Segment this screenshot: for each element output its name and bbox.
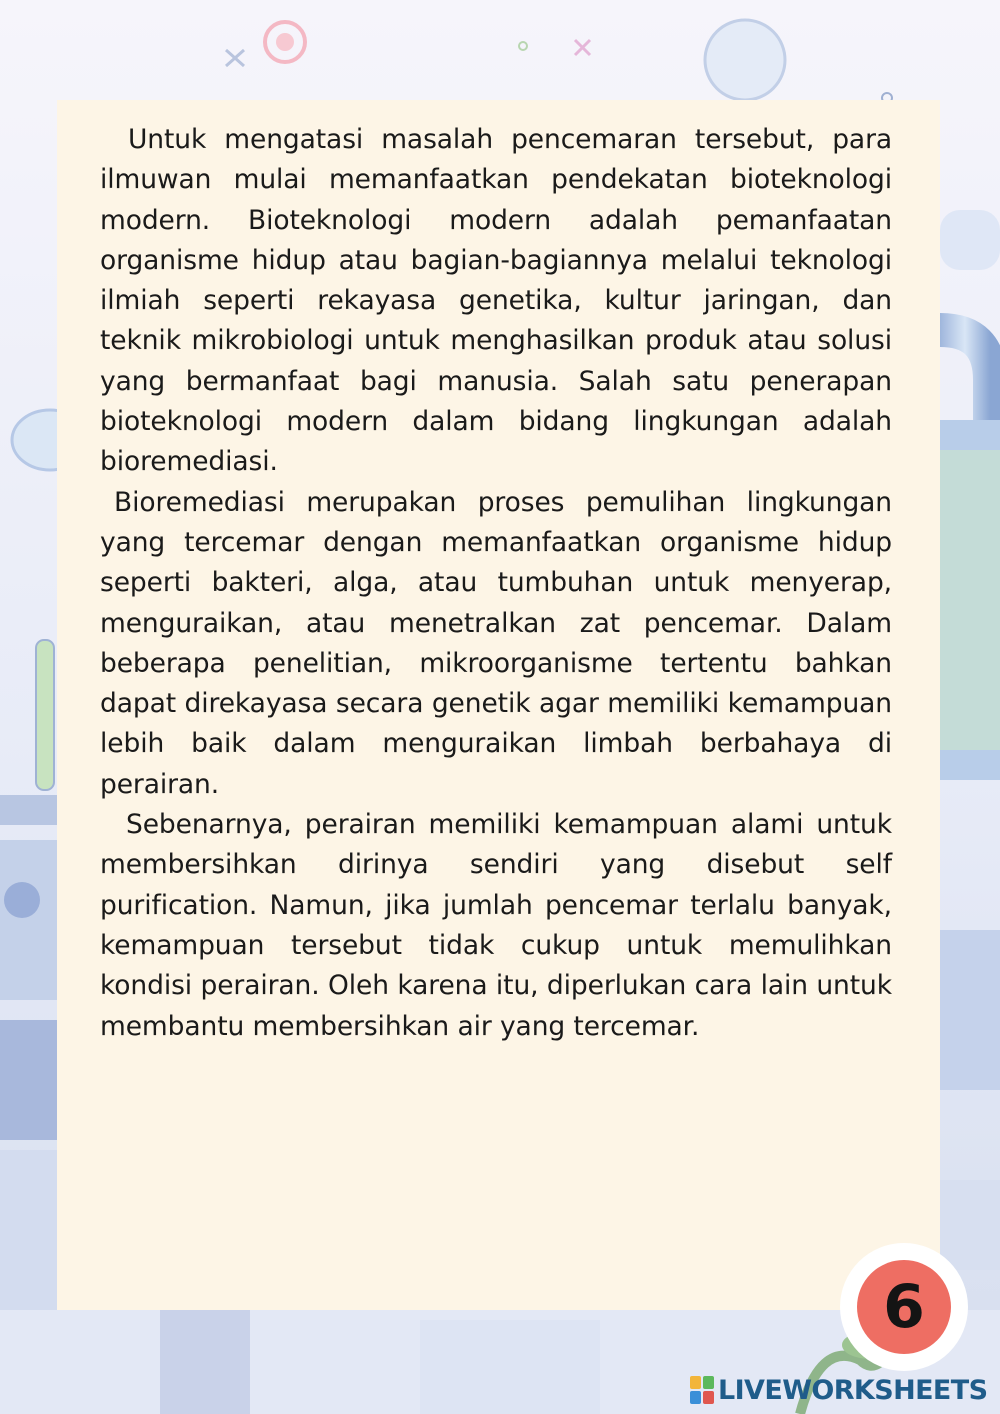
paragraph: Bioremediasi merupakan proses pemulihan lingkungan yang tercemar dengan memanfaatkan organisme hidup seperti bakteri, alga, atau tumbuhan untuk menyerap, menguraikan, atau menetralkan zat pencemar. Dalam beberapa penelitian, mikroorganisme tertentu bahkan dapat direkayasa secara genetik agar memiliki kemampuan lebih baik dalam menguraikan limbah berbahaya di perairan. — [100, 486, 892, 800]
paragraph: Sebenarnya, perairan memiliki kemampuan alami untuk membersihkan dirinya sendiri yang disebut self purification. Namun, jika jumlah pencemar terlalu banyak, kemampuan tersebut tidak cukup untuk memulihkan kondisi perairan. Oleh karena itu, diperlukan cara lain untuk membantu membersihkan air yang tercemar. — [100, 809, 892, 1042]
paragraph: Untuk mengatasi masalah pencemaran tersebut, para ilmuwan mulai memanfaatkan pendekatan bioteknologi modern. Bioteknologi modern adalah pemanfaatan organisme hidup atau bagian-bagiannya melalui teknologi ilmiah seperti rekayasa genetika, kultur jaringan, dan teknik mikrobiologi untuk menghasilkan produk atau solusi yang bermanfaat bagi manusia. Salah satu penerapan bioteknologi modern dalam bidang lingkungan adalah bioremediasi. — [100, 124, 892, 478]
page-number-badge — [840, 1243, 968, 1371]
liveworksheets-brand[interactable] — [690, 1374, 987, 1406]
page-number: 6 — [857, 1260, 951, 1354]
text-panel — [57, 100, 940, 1310]
brand-name: LIVEWORKSHEETS — [718, 1374, 988, 1406]
liveworksheets-logo-icon — [690, 1376, 714, 1404]
